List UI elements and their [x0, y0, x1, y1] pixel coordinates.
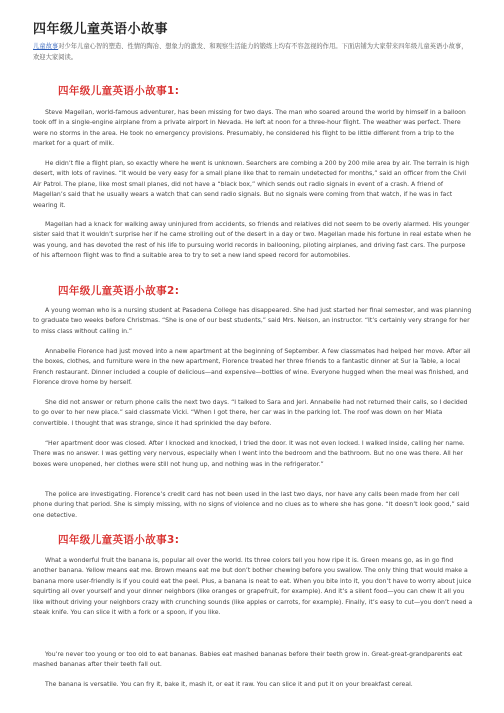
section-3-paragraph-2: You’re never too young or too old to eat bananas. Babies eat mashed bananas before their teeth grow in. Great-great-grandparents eat mashed bananas after their teeth fall out. — [33, 651, 463, 669]
page-title: 四年级儿童英语小故事 — [33, 22, 169, 37]
section-heading-3: 四年级儿童英语小故事3: — [58, 534, 180, 546]
section-2-paragraph-5: The police are investigating. Florence’s credit card has not been used in the last two days, nor have any calls been made from her cell phone during that period. She is simply missing, with no signs of violence and no clues as to where she has gone. “It doesn’t look good,” said one detective. — [33, 491, 470, 519]
intro-text: 对少年儿童心智的塑造、性情的陶冶、想象力的激发、和观察生活能力的锻练上均有不容忽视的作用。下面店铺为大家带来四年级儿童英语小故事，欢迎大家阅读。 — [33, 43, 468, 61]
section-heading-1: 四年级儿童英语小故事1: — [58, 85, 180, 97]
section-3-paragraph-1: What a wonderful fruit the banana is, popular all over the world. Its three colors tell you how ripe it is. Green means go, as in go find another banana. Yellow means eat me. Brown means eat me but don’t bother chewing before you swallow. The only thing that would make a banana more user-friendly is if you could eat the peel. Plus, a banana is neat to eat. When you bite into it, you don’t have to worry about juice squirting all over yourself and your dinner neighbors (like oranges or grapefruit, for example). And it’s a silent food—you can chew it all you like without driving your neighbors crazy with crunching sounds (like apples or carrots, for example). Finally, it’s easy to cut—you don’t need a steak knife. You can slice it with a fork or a spoon, if you like. — [33, 557, 473, 617]
section-3-paragraph-3: The banana is versatile. You can fry it, bake it, mash it, or eat it raw. You can slice it and put it on your breakfast cereal. — [45, 681, 413, 688]
section-2-paragraph-3: She did not answer or return phone calls the next two days. “I talked to Sara and Jeri. Annabelle had not returned their calls, so I decided to go over to her new place.” said classmate Vicki. “When I got there, her car was in the parking lot. The roof was down on her Miata convertible. I thought that was strange, since it had sprinkled the day before. — [33, 399, 468, 427]
intro-paragraph — [33, 42, 473, 63]
intro-link[interactable]: 儿童故事 — [33, 43, 59, 50]
section-1-paragraph-3: Magellan had a knack for walking away uninjured from accidents, so friends and relatives did not seem to be overly alarmed. His younger sister said that it wouldn’t surprise her if he came strolling out of the desert in a day or two. Magellan made his fortune in real estate when he was young, and has devoted the rest of his life to pursuing world records in ballooning, piloting airplanes, and driving fast cars. The purpose of his afternoon flight was to find a suitable area to try to set a new land speed record for automobiles. — [33, 221, 472, 260]
section-1-paragraph-2: He didn’t file a flight plan, so exactly where he went is unknown. Searchers are combing a 200 by 200 mile area by air. The terrain is high desert, with lots of ravines. “It would be very easy for a small plane like that to remain undetected for months,” said an officer from the Civil Air Patrol. The plane, like most small planes, did not have a “black box,” which sends out radio signals in event of a crash. A friend of Magellan’s said that he usually wears a watch that can send radio signals. But no signals were coming from that watch, if he was in fact wearing it. — [33, 160, 470, 209]
section-2-paragraph-4: “Her apartment door was closed. After I knocked and knocked, I tried the door. It was not even locked. I walked inside, calling her name. There was no answer. I was getting very nervous, especially when I went into the bedroom and the bathroom. But no one was there. All her boxes were unopened, her clothes were still not hung up, and nothing was in the refrigerator.” — [33, 440, 465, 468]
section-1-paragraph-1: Steve Magellan, world-famous adventurer, has been missing for two days. The man who soared around the world by himself in a balloon took off in a single-engine airplane from a private airport in Nevada. He left at noon for a three-hour flight. The weather was perfect. There were no storms in the area. He took no emergency provisions. Presumably, he considered his flight to be little different from a trip to the market for a quart of milk. — [33, 109, 466, 148]
section-heading-2: 四年级儿童英语小故事2: — [58, 285, 180, 297]
section-2-paragraph-2: Annabelle Florence had just moved into a new apartment at the beginning of September. A few classmates had helped her move. After all the boxes, clothes, and furniture were in the new apartment, Florence treated her three friends to a fantastic dinner at Sur la Table, a local French restaurant. Dinner included a couple of delicious—and expensive—bottles of wine. Everyone hugged when the meal was finished, and Florence drove home by herself. — [33, 348, 471, 387]
section-2-paragraph-1: A young woman who is a nursing student at Pasadena College has disappeared. She had just started her final semester, and was planning to graduate two weeks before Christmas. “She is one of our best students,” said Mrs. Nelson, an instructor. “It’s certainly very strange for her to miss class without calling in.” — [33, 307, 472, 335]
